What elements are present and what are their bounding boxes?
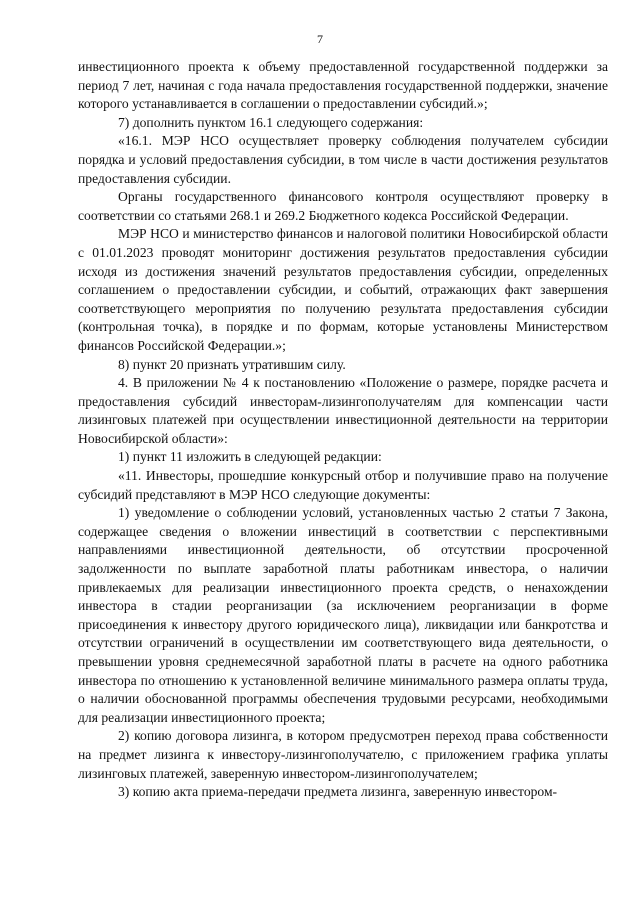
paragraph-16-1: «16.1. МЭР НСО осуществляет проверку соблюдения получателем субсидии порядка и условий предоставления субсидии, в том числе в части достижения результатов предоставления субсидии. <box>78 133 608 186</box>
paragraph-continuation: инвестиционного проекта к объему предоставленной государственной поддержки за период 7 лет, начиная с года начала предоставления государственной поддержки, значение которого устанавливается в соглашении о предоставлении субсидий.»; <box>78 59 608 112</box>
document-body <box>78 58 608 802</box>
paragraph-item-7: 7) дополнить пунктом 16.1 следующего содержания: <box>118 114 424 130</box>
paragraph-item-11-intro: 1) пункт 11 изложить в следующей редакции: <box>118 449 382 465</box>
paragraph-appendix-4: 4. В приложении № 4 к постановлению «Положение о размере, порядке расчета и предоставления субсидий инвесторам-лизингополучателям для компенсации части лизинговых платежей при осуществлении инвестиционной деятельности на территории Новосибирской области»: <box>78 375 608 446</box>
paragraph-item-8: 8) пункт 20 признать утратившим силу. <box>118 356 346 372</box>
paragraph-monitoring: МЭР НСО и министерство финансов и налоговой политики Новосибирской области с 01.01.2023 проводят мониторинг достижения результатов предоставления субсидии исходя из достижения значений результатов предоставления субсидии, определенных соглашением о предоставлении субсидии, и событий, отражающих факт завершения соответствующего мероприятия по получению результата предоставления субсидии (контрольная точка), в порядке и по формам, которые установлены Министерством финансов Российской Федерации.»; <box>78 226 608 353</box>
paragraph-doc-1-notification: 1) уведомление о соблюдении условий, установленных частью 2 статьи 7 Закона, содержащее сведения о вложении инвестиций в соответствии с перспективными направлениями инвестиционной деятельности, об отсутствии просроченной задолженности по выплате заработной платы работникам инвестора, о наличии привлекаемых для реализации инвестиционного проекта средств, о ненахождении инвестора в стадии реорганизации (за исключением реорганизации в форме присоединения к инвестору другого юридического лица), ликвидации или банкротства и отсутствии ограничений в осуществлении им соответствующего вида деятельности, о превышении уровня среднемесячной заработной платы в расчете на одного работника инвестора по отношению к установленной величине минимального размера оплаты труда, о наличии обоснованной программы обеспечения трудовыми ресурсами, необходимыми для реализации инвестиционного проекта; <box>78 505 608 725</box>
paragraph-11-investors: «11. Инвесторы, прошедшие конкурсный отбор и получившие право на получение субсидий представляют в МЭР НСО следующие документы: <box>78 468 608 502</box>
paragraph-financial-control: Органы государственного финансового контроля осуществляют проверку в соответствии со статьями 268.1 и 269.2 Бюджетного кодекса Российской Федерации. <box>78 189 608 223</box>
paragraph-doc-2-lease-contract: 2) копию договора лизинга, в котором предусмотрен переход права собственности на предмет лизинга к инвестору-лизингополучателю, с приложением графика уплаты лизинговых платежей, заверенную инвестором-лизингополучателем; <box>78 728 608 781</box>
paragraph-doc-3-acceptance-act: 3) копию акта приема-передачи предмета лизинга, заверенную инвестором- <box>118 784 558 800</box>
page-number: 7 <box>317 32 323 46</box>
